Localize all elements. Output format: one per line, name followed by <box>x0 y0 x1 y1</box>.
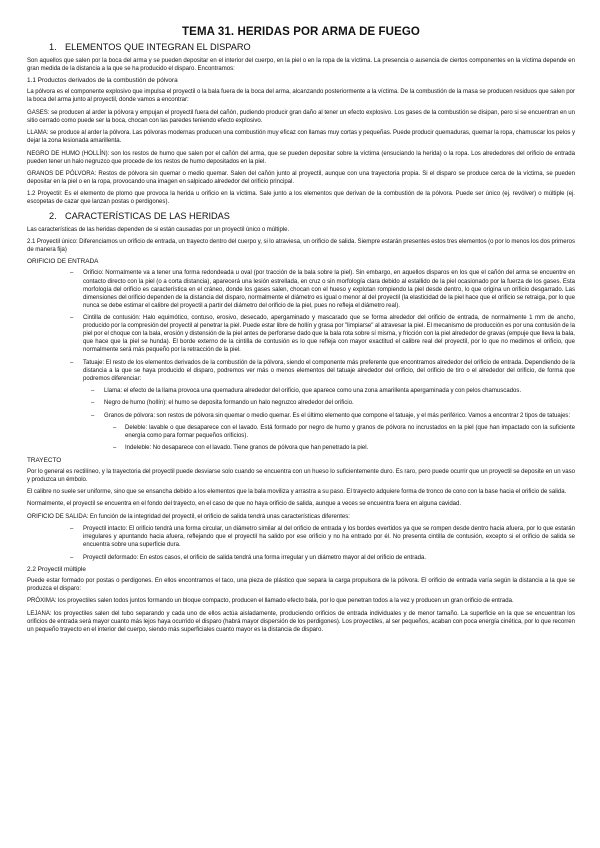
list-item-text: Granos de pólvora: son restos de pólvora sin quemar o medio quemar. Es el último elemento que compone el tatuaje, y el más periférico. Vamos a encontrar 2 tipos de tatuajes: <box>104 412 571 419</box>
sublist-item-llama <box>27 387 575 395</box>
paragraph-orificio-salida: ORIFICIO DE SALIDA: En función de la integridad del proyectil, el orificio de salida tendrá unas características diferentes: <box>27 513 350 520</box>
bullet-marker: – <box>70 315 74 321</box>
paragraph-granos: GRANOS DE PÓLVORA: Restos de pólvora sin quemar o medio quemar. Salen del cañón junto al proyectil, aunque con una trayectoria propia. Si el disparo se produce cerca de la víctima, se pueden depositar en la piel o en la ropa, provocando una imagen en salpicado alrededor del orificio principal. <box>27 170 575 185</box>
bullet-marker: – <box>70 526 74 533</box>
page-title: TEMA 31. HERIDAS POR ARMA DE FUEGO <box>182 26 420 38</box>
paragraph-polvora: La pólvora es el componente explosivo que impulsa el proyectil o la bala fuera de la boca del arma, alcanzando posteriormente a la víctima. De la combustión de la masa se producen residuos que salen por la boca del arma junto al proyectil, donde vamos a encontrar: <box>27 89 575 104</box>
bullet-marker: – <box>91 387 95 394</box>
section-title: ELEMENTOS QUE INTEGRAN EL DISPARO <box>65 42 251 52</box>
paragraph-proyectil-unico: 2.1 Proyectil único: Diferenciamos un orificio de entrada, un trayecto dentro del cuerpo y, si lo atraviesa, un orificio de salida. Siempre estarán presentes estos tres elementos (o por lo menos los dos primeros de manera fija) <box>27 239 575 254</box>
paragraph-llama: LLAMA: se produce al arder la pólvora. Las pólvoras modernas producen una combustión muy eficaz con llamas muy cortas y pequeñas. Puede producir quemaduras, quemar la ropa, chamuscar los pelos y dejar la zona lesionada amarillenta. <box>27 130 575 145</box>
section-number: 1. <box>49 42 57 52</box>
list-item-cintilla <box>27 314 575 354</box>
paragraph-trayecto-3: Normalmente, el proyectil se encuentra en el fondo del trayecto, en el caso de que no haya orificio de salida, aunque a veces se encuentra fuera en alguna cavidad. <box>27 501 462 508</box>
list-item-proyectil-deformado <box>27 554 575 562</box>
list-item-text: Llama: el efecto de la llama provoca una quemadura alrededor del orificio, que aparece como una zona amarillenta apergaminada y con pelos chamuscados. <box>104 387 522 394</box>
sublist-item-granos <box>27 412 575 420</box>
list-item-text: Orificio: Normalmente va a tener una forma redondeada u oval (por tracción de la bala sobre la piel). Sin embargo, en aquellos disparos en los que el cañón del arma se encuentre en contacto directo con la piel (o a corta distancia), aparecerá una lesión estrellada, en cruz o sin morfología clara debido al estallido de la piel ocasionado por la fuerza de los gases. Esta morfología del orificio es característica en el cráneo, donde los gases salen, chocan con el hueso y explotan rompiendo la piel desde dentro, lo que origina un orificio desgarrado. Las dimensiones del orificio dependen de la distancia del disparo, normalmente el diámetro es igual o menor al del proyectil (la elasticidad de la piel hace que el orificio se retraiga, por lo que nunca se debe estimar el calibre del proyectil a partir del diámetro del orificio de la piel, pues no refleja el diámetro real). <box>83 270 575 309</box>
list-item-tatuaje <box>27 359 575 383</box>
list-item-text: Deleble: lavable o que desaparece con el lavado. Está formado por negro de humo y granos de pólvora no incrustados en la piel (que han impactado con la suficiente energía como para formar pequeños orificios). <box>125 425 575 440</box>
subsection-heading-2-2: 2.2 Proyectil múltiple <box>27 565 86 573</box>
subsection-heading-1-1: 1.1 Productos derivados de la combustión de pólvora <box>27 77 178 85</box>
bullet-marker: – <box>91 412 95 419</box>
paragraph-proxima: PRÓXIMA: los proyectiles salen todos juntos formando un bloque compacto, producen el llamado efecto bala, por lo que penetran todos a la vez y producen un gran orificio de entrada. <box>27 598 514 605</box>
paragraph-proyectil: 1.2 Proyectil: Es el elemento de plomo que provoca la herida u orificio en la víctima. Sale junto a los elementos que derivan de la combustión de la pólvora. Puede ser único (ej. revólver) o múltiple (ej. escopetas de cazar que lanzan postas o perdigones). <box>27 191 575 206</box>
list-item-text: Negro de humo (hollín): el humo se deposita formando un halo negruzco alrededor del orificio. <box>104 400 354 407</box>
bullet-marker: – <box>91 400 95 407</box>
list-item-text: Proyectil intacto: El orificio tendrá una forma circular, un diámetro similar al del orificio de entrada y los bordes evertidos ya que se rompen desde dentro hacia afuera, por lo que estarán irregulares y apuntando hacia afuera, reflejando que el proyectil ha salido por ese orificio y no ha entrado por él. No presenta cintilla de contusión, excepto si el orificio de salida se encuentra sobre una superficie dura. <box>83 526 575 549</box>
bullet-marker: – <box>70 270 74 277</box>
paragraph-caracteristicas: Las características de las heridas dependen de si están causadas por un proyectil único o múltiple. <box>27 226 290 233</box>
bullet-marker: – <box>113 445 117 452</box>
bullet-marker: – <box>70 554 74 561</box>
paragraph-negro-de-humo: NEGRO DE HUMO (HOLLÍN): son los restos de humo que salen por el cañón del arma, que se pueden depositar sobre la víctima (ensuciando la herida) o la ropa. Los alrededores del orificio de entrada pueden tener un halo negruzco que procede de los restos de humo depositados en la piel. <box>27 150 575 165</box>
paragraph-trayecto-1: Por lo general es rectilíneo, y la trayectoria del proyectil puede desviarse solo cuando se encuentra con un hueso lo suficientemente duro. Es raro, pero puede ocurrir que un proyectil se deposite en un vaso y produzca un émbolo. <box>27 468 575 483</box>
section-heading-2 <box>49 211 575 221</box>
list-item-text: Proyectil deformado: En estos casos, el orificio de salida tendrá una forma irregular y un diámetro mayor al del orificio de entrada. <box>83 554 426 561</box>
list-item-text: Indeleble: No desaparece con el lavado. Tiene granos de pólvora que han penetrado la piel. <box>125 445 369 452</box>
document-page <box>27 26 575 638</box>
subsublist-item-indeleble <box>27 444 575 452</box>
bullet-marker: – <box>113 425 117 431</box>
heading-orificio-entrada: ORIFICIO DE ENTRADA <box>27 258 99 266</box>
heading-trayecto: TRAYECTO <box>27 456 62 464</box>
paragraph-intro: Son aquellos que salen por la boca del arma y se pueden depositar en el interior del cuerpo, en la piel o en la ropa de la víctima. La presencia o ausencia de ciertos componentes en la víctima depende en gran medida de la distancia a la que se ha producido el disparo. Encontramos: <box>27 58 575 73</box>
section-heading-1 <box>49 42 575 52</box>
section-title: CARACTERÍSTICAS DE LAS HERIDAS <box>65 210 230 221</box>
list-item-text: Cintilla de contusión: Halo equimótico, contuso, erosivo, desecado, apergaminado y mascarado que se forma alrededor del orificio de entrada, de normalmente 1 mm de ancho, producido por la compresión del proyectil al penetrar la piel. Puede estar libre de hollín y grasa por "limpiarse" al atravesar la piel. El mecanismo de producción es por una contusión de la piel por el choque con la bala, erosión y distensión de la piel antes de perforarse dado que la bala rota sobre sí misma, y fricción con la piel alrededor de gravas (empuje que lleva la bala, que hace que la piel se hunda). El borde externo de la cintilla de contusión es lo que refleja con mayor exactitud el calibre real del proyectil, por lo que no medimos el orificio, que normalmente será más pequeño por la retracción de la piel. <box>83 315 575 354</box>
paragraph-lejana: LEJANA: los proyectiles salen del tubo separando y cada uno de ellos actúa aisladamente, produciendo orificios de entrada individuales y de menor tamaño. La superficie en la que se encuentran los orificios de entrada será mayor cuanto más lejos haya ocurrido el disparo (habrá mayor dispersión de los perdigones). Los proyectiles, al ser pequeños, acaban con poca energía cinética, por lo que recorren un pequeño trayecto en el interior del cuerpo, siendo más superficiales cuanto mayor es la distancia de disparo. <box>27 610 575 633</box>
section-number: 2. <box>49 210 57 221</box>
sublist-item-negro-de-humo <box>27 399 575 407</box>
list-item-orificio <box>27 269 575 309</box>
list-item-proyectil-intacto <box>27 525 575 549</box>
list-item-text: Tatuaje: El resto de los elementos derivados de la combustión de la pólvora, siendo el componente más preferente que encontramos alrededor del orificio de entrada. Dependiendo de la distancia a la que se haya producido el disparo, podremos ver más o menos elementos del tatuaje alrededor del orificio, del orificio de tiro o el alrededor del orificio, de forma que podremos diferenciar: <box>83 359 575 382</box>
bullet-marker: – <box>70 359 74 366</box>
paragraph-gases: GASES: se producen al arder la pólvora y empujan el proyectil fuera del cañón, pudiendo producir gran daño al tener un efecto explosivo. Los gases de la combustión se disipan, pero si se encuentran en un sitio cerrado como puede ser la boca, chocan con las paredes teniendo efecto explosivo. <box>27 109 575 124</box>
paragraph-trayecto-2: El calibre no suele ser uniforme, sino que se ensancha debido a los elementos que la bala moviliza y arrastra a su paso. El trayecto adquiere forma de tronco de cono con la base hacia el orificio de salida. <box>27 489 567 496</box>
subsublist-item-deleble <box>27 424 575 440</box>
paragraph-multiple: Puede estar formado por postas o perdigones. En ellos encontramos el taco, una pieza de plástico que separa la carga propulsora de la pólvora. El orificio de entrada varía según la distancia a la que se produzca el disparo: <box>27 577 575 592</box>
